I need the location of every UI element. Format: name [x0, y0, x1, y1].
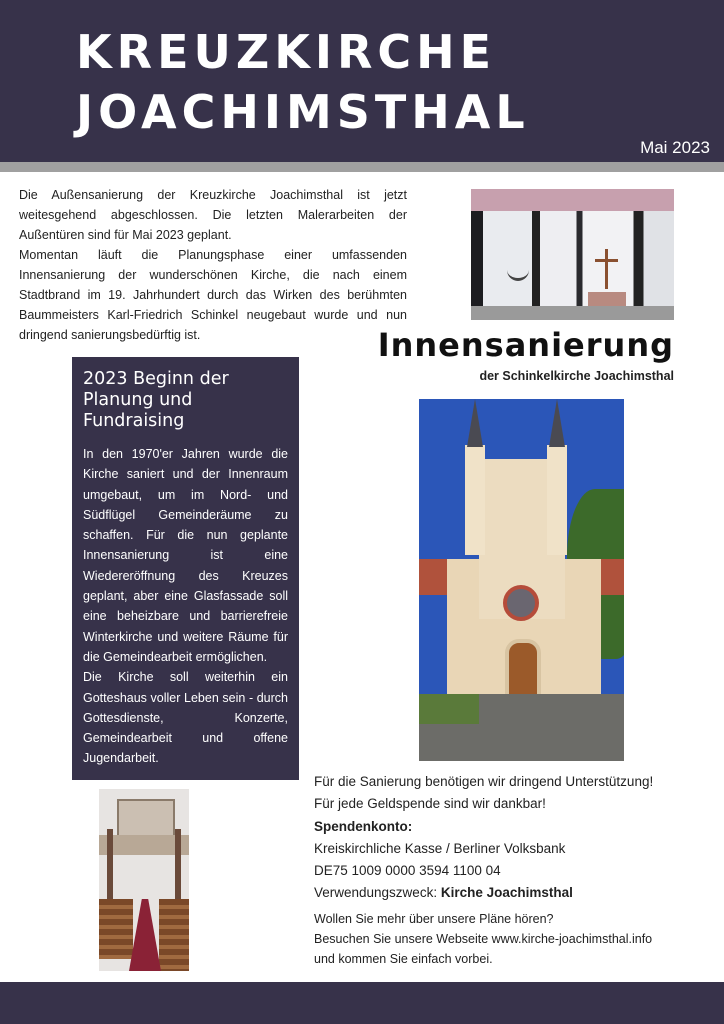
page-title — [76, 22, 530, 142]
bank-name: Kreiskirchliche Kasse / Berliner Volksbank — [314, 840, 566, 856]
account-label: Spendenkonto: — [314, 818, 413, 834]
donation-appeal — [314, 771, 710, 905]
appeal-line-1: Für die Sanierung benötigen wir dringend Unterstützung! — [314, 774, 654, 789]
footer-bar — [0, 982, 724, 1024]
right-spire — [549, 399, 565, 447]
church-door — [505, 639, 541, 699]
info-sidebar — [72, 357, 299, 780]
closing-line-3: und kommen Sie einfach vorbei. — [314, 952, 493, 966]
chandelier — [507, 264, 529, 281]
header-divider — [0, 162, 724, 172]
closing-text — [314, 909, 710, 969]
right-turret — [547, 445, 567, 555]
right-pews — [159, 899, 189, 971]
sidebar-paragraph-2: Die Kirche soll weiterhin ein Gotteshaus voller Leben sein - durch Gottesdienste, Konzerte, Gemeindearbeit und offene Jugendarbeit. — [83, 670, 288, 766]
left-spire — [467, 399, 483, 447]
church-nave-photo — [99, 789, 189, 971]
iban: DE75 1009 0000 3594 1100 04 — [314, 863, 501, 879]
sidebar-heading: 2023 Beginn der Planung und Fundraising — [83, 369, 229, 431]
closing-line-2: Besuchen Sie unsere Webseite www.kirche-joachimsthal.info — [314, 932, 653, 946]
intro-paragraph-2: Momentan läuft die Planungsphase einer umfassenden Innensanierung der wunderschönen Kirche, die nach einem Stadtbrand im 19. Jahrhundert durch das Wirken des berühmten Baummeisters Karl-Friedrich Schinkel neugebaut wurde und nun dringend sanierungsbedürftig ist. — [19, 248, 407, 342]
section-subheadline: der Schinkelkirche Joachimsthal — [479, 369, 674, 383]
cross-icon — [605, 249, 608, 289]
purpose-line — [314, 882, 710, 904]
intro-text — [19, 185, 407, 345]
purpose-label: Verwendungszweck: — [314, 885, 441, 901]
left-pews — [99, 899, 133, 959]
sidebar-paragraph-1: In den 1970'er Jahren wurde die Kirche saniert und der Innenraum umgebaut, um im Nord- und Südflügel Gemeinderäume zu schaffen. Für die nun geplante Innensanierung ist eine Wiedereröffnung des Kreuzes geplant, aber eine Glasfassade soll eine beheizbare und barrierefreie Winterkirche und weitere Räume für die Gemeindearbeit ermöglichen. — [83, 447, 288, 664]
church-interior-photo — [471, 189, 674, 320]
closing-line-1: Wollen Sie mehr über unsere Pläne hören? — [314, 912, 554, 926]
section-headline: Innensanierung — [377, 326, 674, 364]
ceiling — [471, 189, 674, 211]
left-turret — [465, 445, 485, 555]
issue-date: Mai 2023 — [640, 138, 710, 157]
church-exterior-photo — [419, 399, 624, 761]
header-banner — [0, 0, 724, 162]
red-carpet-aisle — [129, 899, 161, 971]
appeal-line-2: Für jede Geldspende sind wir dankbar! — [314, 796, 546, 812]
purpose-value: Kirche Joachimsthal — [440, 885, 573, 901]
rose-window — [503, 585, 539, 621]
altar — [588, 292, 626, 306]
cross-bar — [595, 259, 618, 262]
sidebar-body — [83, 444, 288, 769]
lawn — [419, 694, 479, 724]
title-line-1: KREUZKIRCHE — [76, 25, 497, 79]
floor — [471, 306, 674, 320]
title-line-2: JOACHIMSTHAL — [76, 85, 530, 139]
intro-paragraph-1: Die Außensanierung der Kreuzkirche Joachimsthal ist jetzt weitesgehend abgeschlossen. Die letzten Malerarbeiten der Außentüren sind für Mai 2023 geplant. — [19, 188, 407, 242]
